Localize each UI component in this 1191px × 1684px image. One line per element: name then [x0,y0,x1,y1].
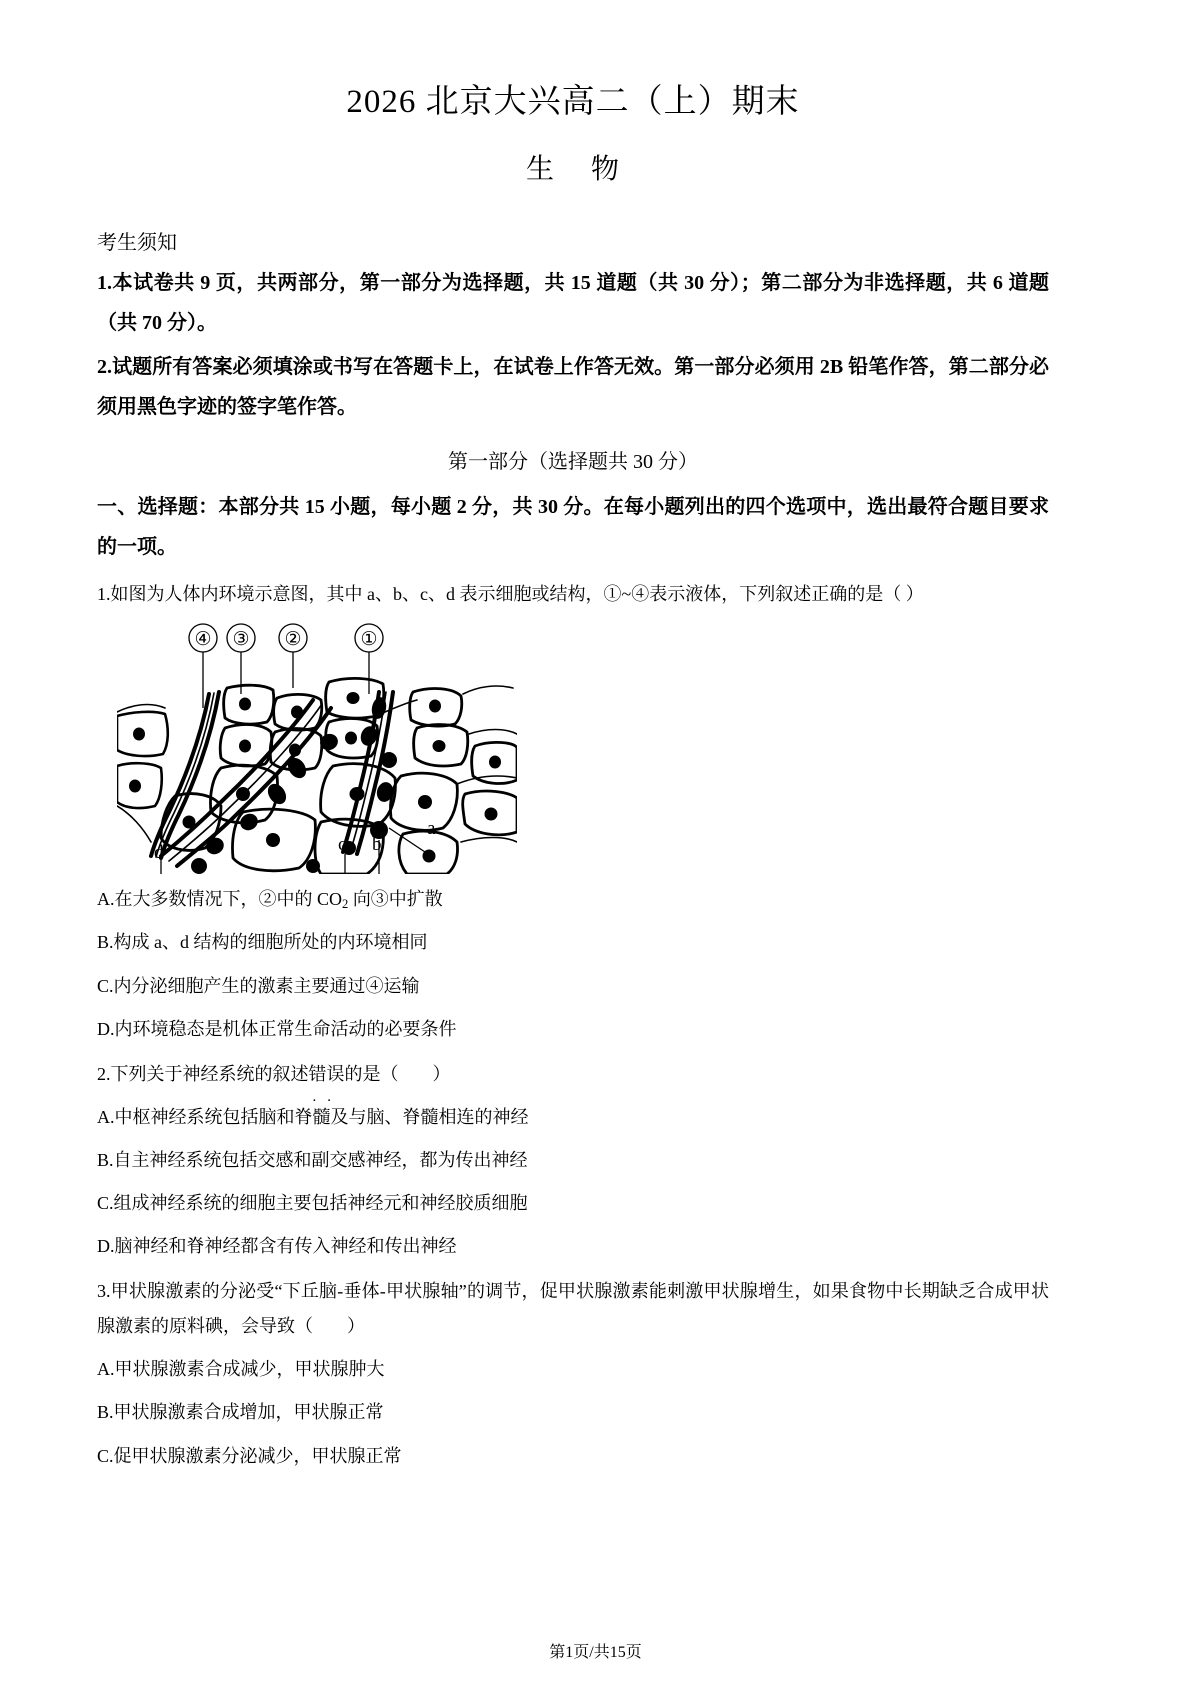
part-one-instruction: 一、选择题：本部分共 15 小题，每小题 2 分，共 30 分。在每小题列出的四个选项中，选出最符合题目要求的一项。 [97,496,1049,559]
question-3-number: 3. [97,1281,111,1302]
option-text: 脑神经和脊神经都含有传入神经和传出神经 [114,1236,457,1257]
notice-item-2: 2.试题所有答案必须填涂或书写在答题卡上，在试卷上作答无效。第一部分必须用 2B 铅笔作答，第二部分必须用黑色字迹的签字笔作答。 [97,356,1049,419]
figure-label-c: c [338,834,347,856]
tissue-figure-svg [117,616,517,874]
option-text-pre: 在大多数情况下，②中的 CO [114,889,343,910]
question-3 [97,1274,1049,1344]
option-text-post: 向③中扩散 [348,889,443,910]
subject-char-2: 物 [591,154,621,186]
question-1-option-c[interactable] [97,969,1049,1004]
question-3-option-a[interactable] [97,1352,1049,1387]
option-key: A. [97,889,115,910]
question-1 [97,577,1049,612]
question-2-option-b[interactable] [97,1143,1049,1178]
option-key: A. [97,1359,115,1380]
question-2-option-c[interactable] [97,1186,1049,1221]
question-1-answer-blank[interactable]: （ ） [883,584,924,605]
question-1-number: 1. [97,584,111,605]
notice-heading: 考生须知 [97,232,177,255]
question-2-number: 2. [97,1063,111,1084]
option-key: B. [97,1149,114,1170]
option-key: B. [97,932,114,953]
option-text: 甲状腺激素合成增加，甲状腺正常 [113,1402,384,1423]
option-text: 自主神经系统包括交感和副交感神经，都为传出神经 [113,1149,528,1170]
question-3-stem: 甲状腺激素的分泌受“下丘脑-垂体-甲状腺轴”的调节，促甲状腺激素能刺激甲状腺增生，如果食物中长期缺乏合成甲状腺激素的原料碘，会导致（ [97,1281,1049,1337]
page-title: 2026 北京大兴高二（上）期末 [346,84,800,120]
figure-label-a: a [427,818,436,840]
part-one-header: 第一部分（选择题共 30 分） [448,451,698,474]
subject-title [97,147,1049,187]
question-1-option-b[interactable] [97,925,1049,960]
question-2-stem-post: 的是（ [344,1063,399,1084]
figure-label-b: b [372,834,382,856]
option-key: C. [97,1445,114,1466]
callout-label-2: ② [284,629,302,651]
option-key: D. [97,1236,115,1257]
callout-label-3: ③ [232,629,250,651]
question-2 [97,1057,1049,1092]
option-key: A. [97,1106,115,1127]
option-key: D. [97,1018,115,1039]
question-2-emphasis: 错误 .. [309,1057,345,1092]
option-key: C. [97,975,114,996]
question-2-stem-end: ） [432,1063,451,1084]
question-3-stem-end: ） [347,1316,365,1337]
page-content [97,0,1049,1474]
option-text: 内分泌细胞产生的激素主要通过④运输 [113,975,420,996]
question-1-option-d[interactable] [97,1012,1049,1047]
question-1-option-a[interactable] [97,882,1049,917]
option-key: C. [97,1193,114,1213]
callout-label-4: ④ [194,629,212,651]
option-text: 内环境稳态是机体正常生命活动的必要条件 [114,1018,457,1039]
question-1-stem: 如图为人体内环境示意图，其中 a、b、c、d 表示细胞或结构，①~④表示液体，下列叙述正确的是 [110,584,884,605]
question-2-stem-pre: 下列关于神经系统的叙述 [110,1063,309,1084]
internal-environment-diagram [117,616,517,874]
page-footer: 第1页/共15页 [549,1644,642,1661]
callout-label-1: ① [360,629,378,651]
question-2-option-d[interactable] [97,1229,1049,1264]
subject-char-1: 生 [525,154,555,186]
notice-item-1: 1.本试卷共 9 页，共两部分，第一部分为选择题，共 15 道题（共 30 分）；第二部分为非选择题，共 6 道题（共 70 分）。 [97,272,1049,335]
question-3-option-c[interactable] [97,1439,1049,1474]
option-key: B. [97,1402,114,1423]
question-3-option-b[interactable] [97,1395,1049,1430]
option-text: 促甲状腺激素分泌减少，甲状腺正常 [113,1445,402,1466]
option-text: 中枢神经系统包括脑和脊髓及与脑、脊髓相连的神经 [114,1106,529,1127]
option-text: 组成神经系统的细胞主要包括神经元和神经胶质细胞 [113,1193,528,1213]
option-text: 甲状腺激素合成减少，甲状腺肿大 [114,1359,385,1380]
figure-label-d: d [154,842,164,864]
option-subscript: 2 [342,897,349,912]
question-2-option-a[interactable] [97,1100,1049,1135]
option-text: 构成 a、d 结构的细胞所处的内环境相同 [113,932,428,953]
